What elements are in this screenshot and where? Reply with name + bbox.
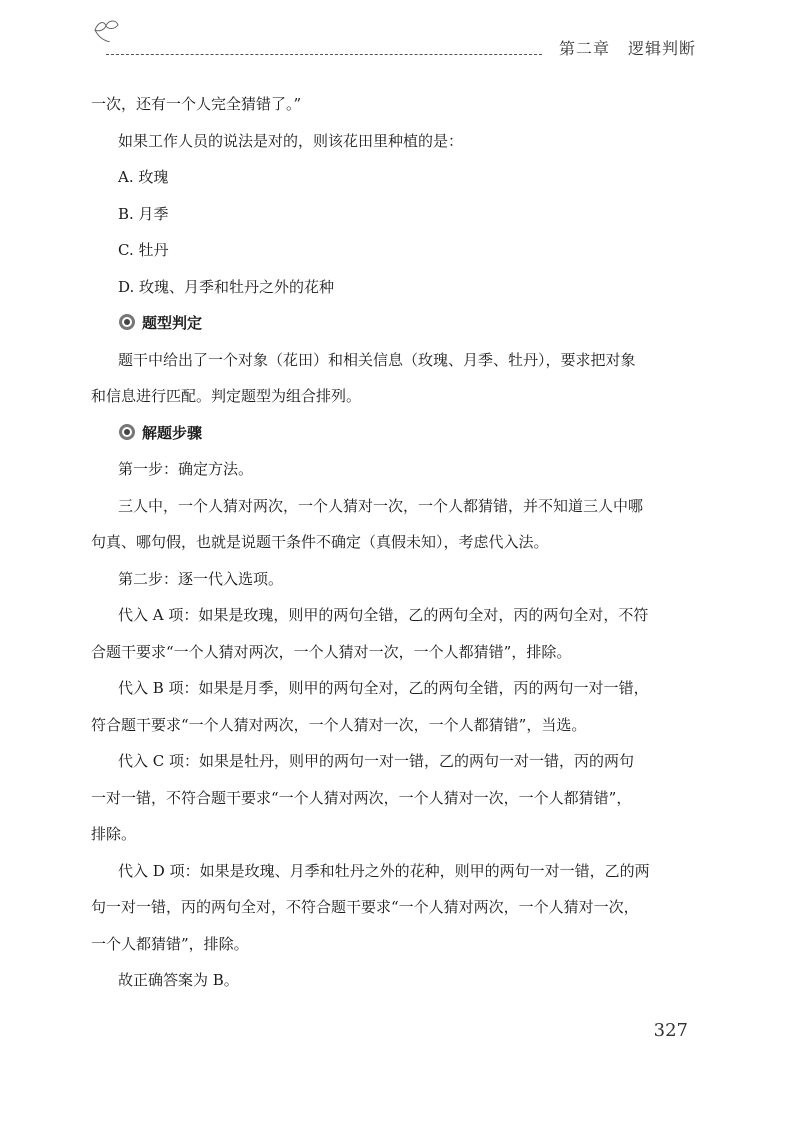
badge-icon <box>118 423 136 441</box>
option-b: B. 月季 <box>118 204 169 223</box>
step-1-text-2: 句真、哪句假，也就是说题干条件不确定（真假未知），考虑代入法。 <box>91 533 549 551</box>
question-text: 如果工作人员的说法是对的，则该花田里种植的是： <box>118 131 464 150</box>
option-b-analysis-2: 符合题干要求“一个人猜对两次，一个人猜对一次，一个人都猜错”，当选。 <box>91 715 587 734</box>
option-a-analysis-1: 代入 A 项：如果是玫瑰，则甲的两句全错，乙的两句全对，丙的两句全对，不符 <box>118 606 649 624</box>
steps-heading-label: 解题步骤 <box>142 423 203 442</box>
final-answer: 故正确答案为 B。 <box>118 971 239 989</box>
step-1: 第一步：确定方法。 <box>118 460 254 478</box>
header-rule <box>106 54 542 55</box>
option-c: C. 牡丹 <box>118 241 169 259</box>
page-body <box>91 86 698 999</box>
type-text-1: 题干中给出了一个对象（花田）和相关信息（玫瑰、月季、牡丹），要求把对象 <box>118 350 636 369</box>
option-d-analysis-3: 一个人都猜错”，排除。 <box>91 934 249 953</box>
option-d-analysis-1: 代入 D 项：如果是玫瑰、月季和牡丹之外的花种，则甲的两句一对一错，乙的两 <box>118 861 650 880</box>
steps-heading <box>118 415 698 452</box>
continued-text: 一次，还有一个人完全猜错了。” <box>91 95 302 113</box>
option-c-analysis-2: 一对一错，不符合题干要求“一个人猜对两次，一个人猜对一次，一个人都猜错”， <box>91 788 632 807</box>
type-heading <box>118 305 698 342</box>
option-a-analysis-2: 合题干要求“一个人猜对两次，一个人猜对一次，一个人都猜错”，排除。 <box>91 642 572 661</box>
type-text-2: 和信息进行匹配。判定题型为组合排列。 <box>91 387 362 405</box>
option-c-analysis-3: 排除。 <box>91 825 137 843</box>
step-2: 第二步：逐一代入选项。 <box>118 569 284 588</box>
step-1-text-1: 三人中，一个人猜对两次，一个人猜对一次，一个人都猜错，并不知道三人中哪 <box>118 496 644 515</box>
chapter-label: 第二章 <box>558 39 610 58</box>
option-d: D. 玫瑰、月季和牡丹之外的花种 <box>118 277 335 296</box>
option-c-analysis-1: 代入 C 项：如果是牡丹，则甲的两句一对一错，乙的两句一对一错，丙的两句 <box>118 752 635 770</box>
page-header <box>92 14 696 58</box>
badge-icon <box>118 313 136 331</box>
running-head <box>559 36 696 59</box>
type-heading-label: 题型判定 <box>142 314 203 332</box>
page-number: 327 <box>653 1020 688 1041</box>
section-label: 逻辑判断 <box>627 39 696 58</box>
option-d-analysis-2: 句一对一错，丙的两句全对，不符合题干要求“一个人猜对两次，一个人猜对一次， <box>91 898 639 916</box>
option-b-analysis-1: 代入 B 项：如果是月季，则甲的两句全对，乙的两句全错，丙的两句一对一错， <box>118 679 649 697</box>
option-a: A. 玫瑰 <box>118 168 169 186</box>
leaf-ornament-icon <box>92 16 122 42</box>
